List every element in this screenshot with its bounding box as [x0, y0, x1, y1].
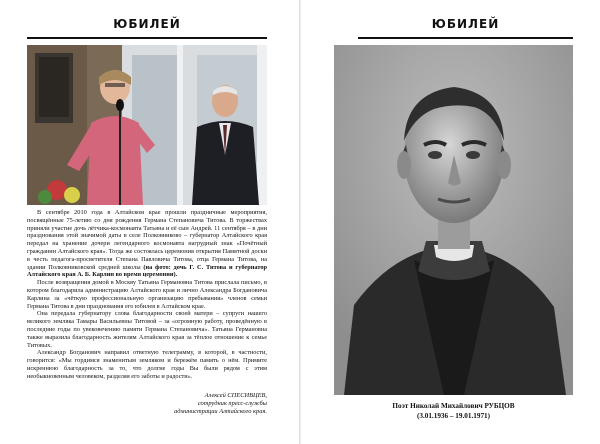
caption-dates: (3.01.1936 – 19.01.1971) — [416, 412, 491, 420]
article-paragraph — [27, 209, 267, 279]
right-header-text: ЮБИЛЕЙ — [431, 17, 500, 31]
left-header-text: ЮБИЛЕЙ — [113, 17, 181, 31]
caption-title: Поэт Николай Михайлович РУБЦОВ — [392, 402, 515, 410]
author-role-1: сотрудник пресс-службы — [197, 400, 267, 407]
portrait-photo — [334, 45, 573, 395]
portrait-illustration — [334, 45, 573, 395]
right-page-header — [358, 17, 573, 35]
article-paragraph-3: Она передала губернатору слова благодарности своей матери – супруги нашего великого земляка Тамары Васильевны Титовой – за «огромную работу, проведённую в последние годы по увековечению памяти Германа Степановича». Татьяна Германовна также выразила благодарность жителям Алтайского края за тёплое отношение к семье Титовых. — [27, 310, 267, 349]
page-gutter — [299, 0, 301, 444]
left-page-header — [27, 17, 267, 35]
article-paragraph-4: Александр Богданович направил ответную телеграмму, в которой, в частности, говорится: «Мы гордимся знаменитым земляком и бережём память о нём. Примите искреннюю благодарность за то, что долгие годы Вы были рядом с этим необыкновенным человеком, разделяя его заботы и радости». — [27, 349, 267, 380]
left-header-rule — [27, 37, 267, 39]
article-text — [27, 209, 267, 381]
right-header-rule — [358, 37, 573, 39]
ceremony-photo-illustration — [27, 45, 267, 205]
author-signature — [150, 392, 267, 416]
article-paragraph-1: В сентябре 2010 года в Алтайском крае прошли праздничные мероприятия, посвящённые 75-летию со дня рождения Германа Степановича Титова. В торжествах приняли участие дочь лётчика-космонавта Татьяна и её сын Андрей. 11 сентября – в дни празднования этой значимой даты в селе Полковниково – губернатор Алтайского края передал на хранение дочери легендарного космонавта нагрудный знак «Почётный гражданин Алтайского края». Тогда же состоялась церемония открытия Памятной доски в честь педагога-просветителя Степана Павловича Титова, отца Германа Титова, на здании Полковниковской средней школы — [27, 209, 267, 271]
left-photo — [27, 45, 267, 205]
author-role-2: администрации Алтайского края. — [174, 408, 267, 415]
portrait-caption — [334, 401, 573, 421]
article-paragraph-2: После возвращения домой в Москву Татьяна Германовна Титова прислала письмо, в котором благодарила администрацию Алтайского края и лично Александра Богдановича Карлина за «чёткую профессиональную организацию пребывания» членов семьи Германа Титова в дни празднования его юбилея в Алтайском крае. — [27, 279, 267, 310]
photo-note: (на фото: дочь Г. С. Титова и губернатор Алтайского края А. Б. Карлин во время церемонии). — [27, 263, 267, 279]
author-name: Алексей СПЕСИВЦЕВ, — [204, 392, 267, 399]
